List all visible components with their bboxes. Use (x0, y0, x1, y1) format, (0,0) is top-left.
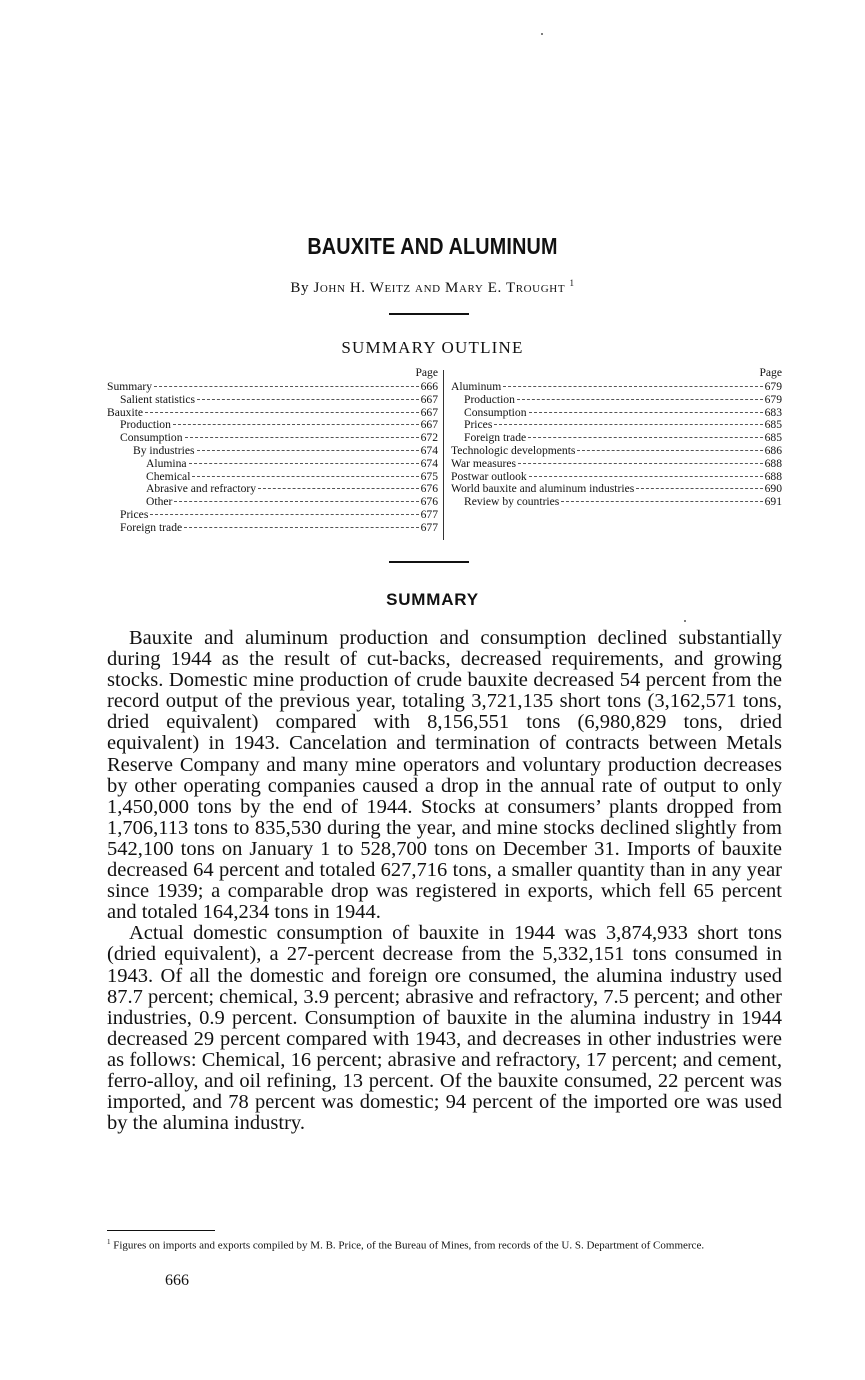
footnote (107, 1236, 783, 1252)
toc-entry-bauxite-prices[interactable] (107, 509, 438, 522)
toc-page: 674 (420, 457, 438, 470)
toc-page: 690 (764, 483, 782, 496)
leader-dots (517, 399, 763, 400)
footnote-marker: 1 (107, 1238, 111, 1246)
toc-label: War measures (451, 457, 517, 470)
summary-body (107, 628, 782, 1134)
toc-entry-bauxite-production[interactable] (107, 419, 438, 432)
toc-entry-summary[interactable] (107, 381, 438, 394)
toc-label: Chemical (146, 470, 191, 483)
toc-entry-war-measures[interactable] (451, 458, 782, 471)
summary-heading: SUMMARY (386, 590, 479, 609)
toc-label: Salient statistics (120, 393, 196, 406)
toc-label: Abrasive and refractory (146, 483, 257, 496)
toc-page: 667 (420, 393, 438, 406)
leader-dots (197, 399, 419, 400)
outline-left-column (107, 367, 438, 535)
toc-page: 679 (764, 381, 782, 393)
toc-page: 679 (764, 393, 782, 406)
toc-entry-aluminum[interactable] (451, 381, 782, 394)
leader-dots (154, 386, 419, 387)
toc-label: By industries (133, 444, 195, 457)
page-column-label-left: Page (415, 366, 438, 379)
toc-page: 688 (764, 457, 782, 470)
toc-entry-other[interactable] (107, 496, 438, 509)
toc-entry-by-industries[interactable] (107, 445, 438, 458)
summary-paragraph-2: Actual domestic consumption of bauxite in 1944 was 3,874,933 short tons (dried equivalent), a 27-percent decrease from the 5,332,151 tons consumed in 1943. Of all the domestic and foreign ore consumed, the alumina industry used 87.7 percent; chemical, 3.9 percent; abrasive and refractory, 7.5 percent; and other industries, 0.9 percent. Consumption of bauxite in the alumina industry in 1944 decreased 29 percent compared with 1943, and decreases in other industries were as follows: Chemical, 16 percent; abrasive and refractory, 17 percent; and cement, ferro-alloy, and oil refining, 13 percent. Of the bauxite consumed, 22 percent was imported, and 78 percent was domestic; 94 percent of the imported ore was used by the alumina industry. (107, 922, 782, 1135)
toc-entry-salient-statistics[interactable] (107, 394, 438, 407)
toc-entry-chemical[interactable] (107, 471, 438, 484)
toc-page: 685 (764, 432, 782, 445)
toc-label: Production (464, 393, 515, 406)
toc-label: Alumina (146, 457, 187, 470)
scan-speck (541, 33, 543, 35)
toc-page: 667 (420, 406, 438, 419)
leader-dots (184, 527, 418, 528)
leader-dots (145, 412, 419, 413)
toc-label: Summary (107, 381, 153, 393)
toc-entry-world-industries[interactable] (451, 483, 782, 496)
leader-dots (529, 476, 763, 477)
toc-label: Consumption (464, 406, 527, 419)
toc-page: 691 (764, 496, 782, 509)
toc-entry-aluminum-consumption[interactable] (451, 407, 782, 420)
toc-page: 686 (764, 444, 782, 457)
toc-page: 676 (420, 496, 438, 509)
toc-entry-abrasive-refractory[interactable] (107, 483, 438, 496)
toc-entry-bauxite[interactable] (107, 407, 438, 420)
outline-title: SUMMARY OUTLINE (341, 338, 524, 357)
leader-dots (494, 424, 762, 425)
toc-entry-aluminum-production[interactable] (451, 394, 782, 407)
leader-dots (197, 450, 419, 451)
toc-label: Prices (120, 508, 149, 521)
page-number: 666 (165, 1272, 189, 1289)
toc-entry-bauxite-consumption[interactable] (107, 432, 438, 445)
toc-entry-aluminum-prices[interactable] (451, 419, 782, 432)
page-title: BAUXITE AND ALUMINUM (307, 233, 558, 259)
leader-dots (529, 412, 763, 413)
leader-dots (258, 488, 419, 489)
toc-label: World bauxite and aluminum industries (451, 483, 635, 496)
toc-label: Consumption (120, 432, 183, 445)
leader-dots (150, 514, 418, 515)
author-1: John H. Weitz (313, 280, 411, 296)
toc-label: Aluminum (451, 381, 502, 393)
byline-prefix: By (290, 280, 314, 296)
leader-dots (189, 463, 419, 464)
footnote-reference: 1 (569, 278, 575, 288)
byline (0, 278, 865, 297)
toc-page: 677 (420, 521, 438, 534)
outline-right-column (451, 367, 782, 509)
toc-entry-postwar-outlook[interactable] (451, 471, 782, 484)
leader-dots (636, 488, 762, 489)
scan-speck (684, 620, 686, 622)
outline-column-divider (443, 370, 444, 540)
footnote-text: Figures on imports and exports compiled by M. B. Price, of the Bureau of Mines, from records of the U. S. Department of Commerce. (110, 1239, 705, 1252)
toc-page: 677 (420, 508, 438, 521)
leader-dots (561, 501, 762, 502)
toc-label: Other (146, 496, 173, 509)
toc-page: 674 (420, 444, 438, 457)
toc-page: 672 (420, 432, 438, 445)
toc-entry-technologic-developments[interactable] (451, 445, 782, 458)
toc-label: Postwar outlook (451, 470, 527, 483)
toc-page: 676 (420, 483, 438, 496)
footnote-rule (107, 1230, 215, 1231)
leader-dots (503, 386, 762, 387)
leader-dots (192, 476, 418, 477)
toc-page: 666 (420, 381, 438, 393)
toc-entry-alumina[interactable] (107, 458, 438, 471)
leader-dots (518, 463, 763, 464)
summary-paragraph-1: Bauxite and aluminum production and consumption declined substantially during 1944 as the result of cut-backs, decreased requirements, and growing stocks. Domestic mine production of crude bauxite decreased 54 percent from the record output of the previous year, totaling 3,721,135 short tons (3,162,571 tons, dried equivalent) compared with 8,156,551 tons (6,980,829 tons, dried equivalent) in 1943. Cancelation and termination of contracts between Metals Reserve Company and many mine operators and voluntary production decreases by other operating companies caused a drop in the annual rate of output to only 1,450,000 tons by the end of 1944. Stocks at consumers’ plants dropped from 1,706,113 tons to 835,530 during the year, and mine stocks declined slightly from 542,100 tons on January 1 to 528,700 tons on December 31. Imports of bauxite decreased 64 percent and totaled 627,716 tons, a smaller quantity than in any year since 1939; a comparable drop was registered in exports, which fell 65 percent and totaled 164,234 tons in 1944. (107, 627, 782, 924)
toc-label: Prices (464, 419, 493, 432)
toc-entry-aluminum-foreign-trade[interactable] (451, 432, 782, 445)
toc-page: 667 (420, 419, 438, 432)
toc-label: Foreign trade (464, 432, 527, 445)
toc-entry-bauxite-foreign-trade[interactable] (107, 522, 438, 535)
toc-page: 688 (764, 470, 782, 483)
title-divider (389, 313, 469, 315)
leader-dots (174, 501, 418, 502)
outline-divider (389, 561, 469, 563)
toc-label: Bauxite (107, 406, 144, 419)
toc-page: 683 (764, 406, 782, 419)
toc-label: Technologic developments (451, 444, 576, 457)
toc-entry-review-by-countries[interactable] (451, 496, 782, 509)
author-2: Mary E. Trought (445, 280, 566, 296)
toc-page: 685 (764, 419, 782, 432)
leader-dots (185, 437, 419, 438)
toc-label: Production (120, 419, 171, 432)
leader-dots (577, 450, 762, 451)
page-column-label-right: Page (759, 366, 782, 379)
toc-page: 675 (420, 470, 438, 483)
toc-label: Review by countries (464, 496, 560, 509)
leader-dots (528, 437, 762, 438)
leader-dots (173, 424, 419, 425)
byline-conjunction: and (410, 280, 446, 296)
toc-label: Foreign trade (120, 521, 183, 534)
